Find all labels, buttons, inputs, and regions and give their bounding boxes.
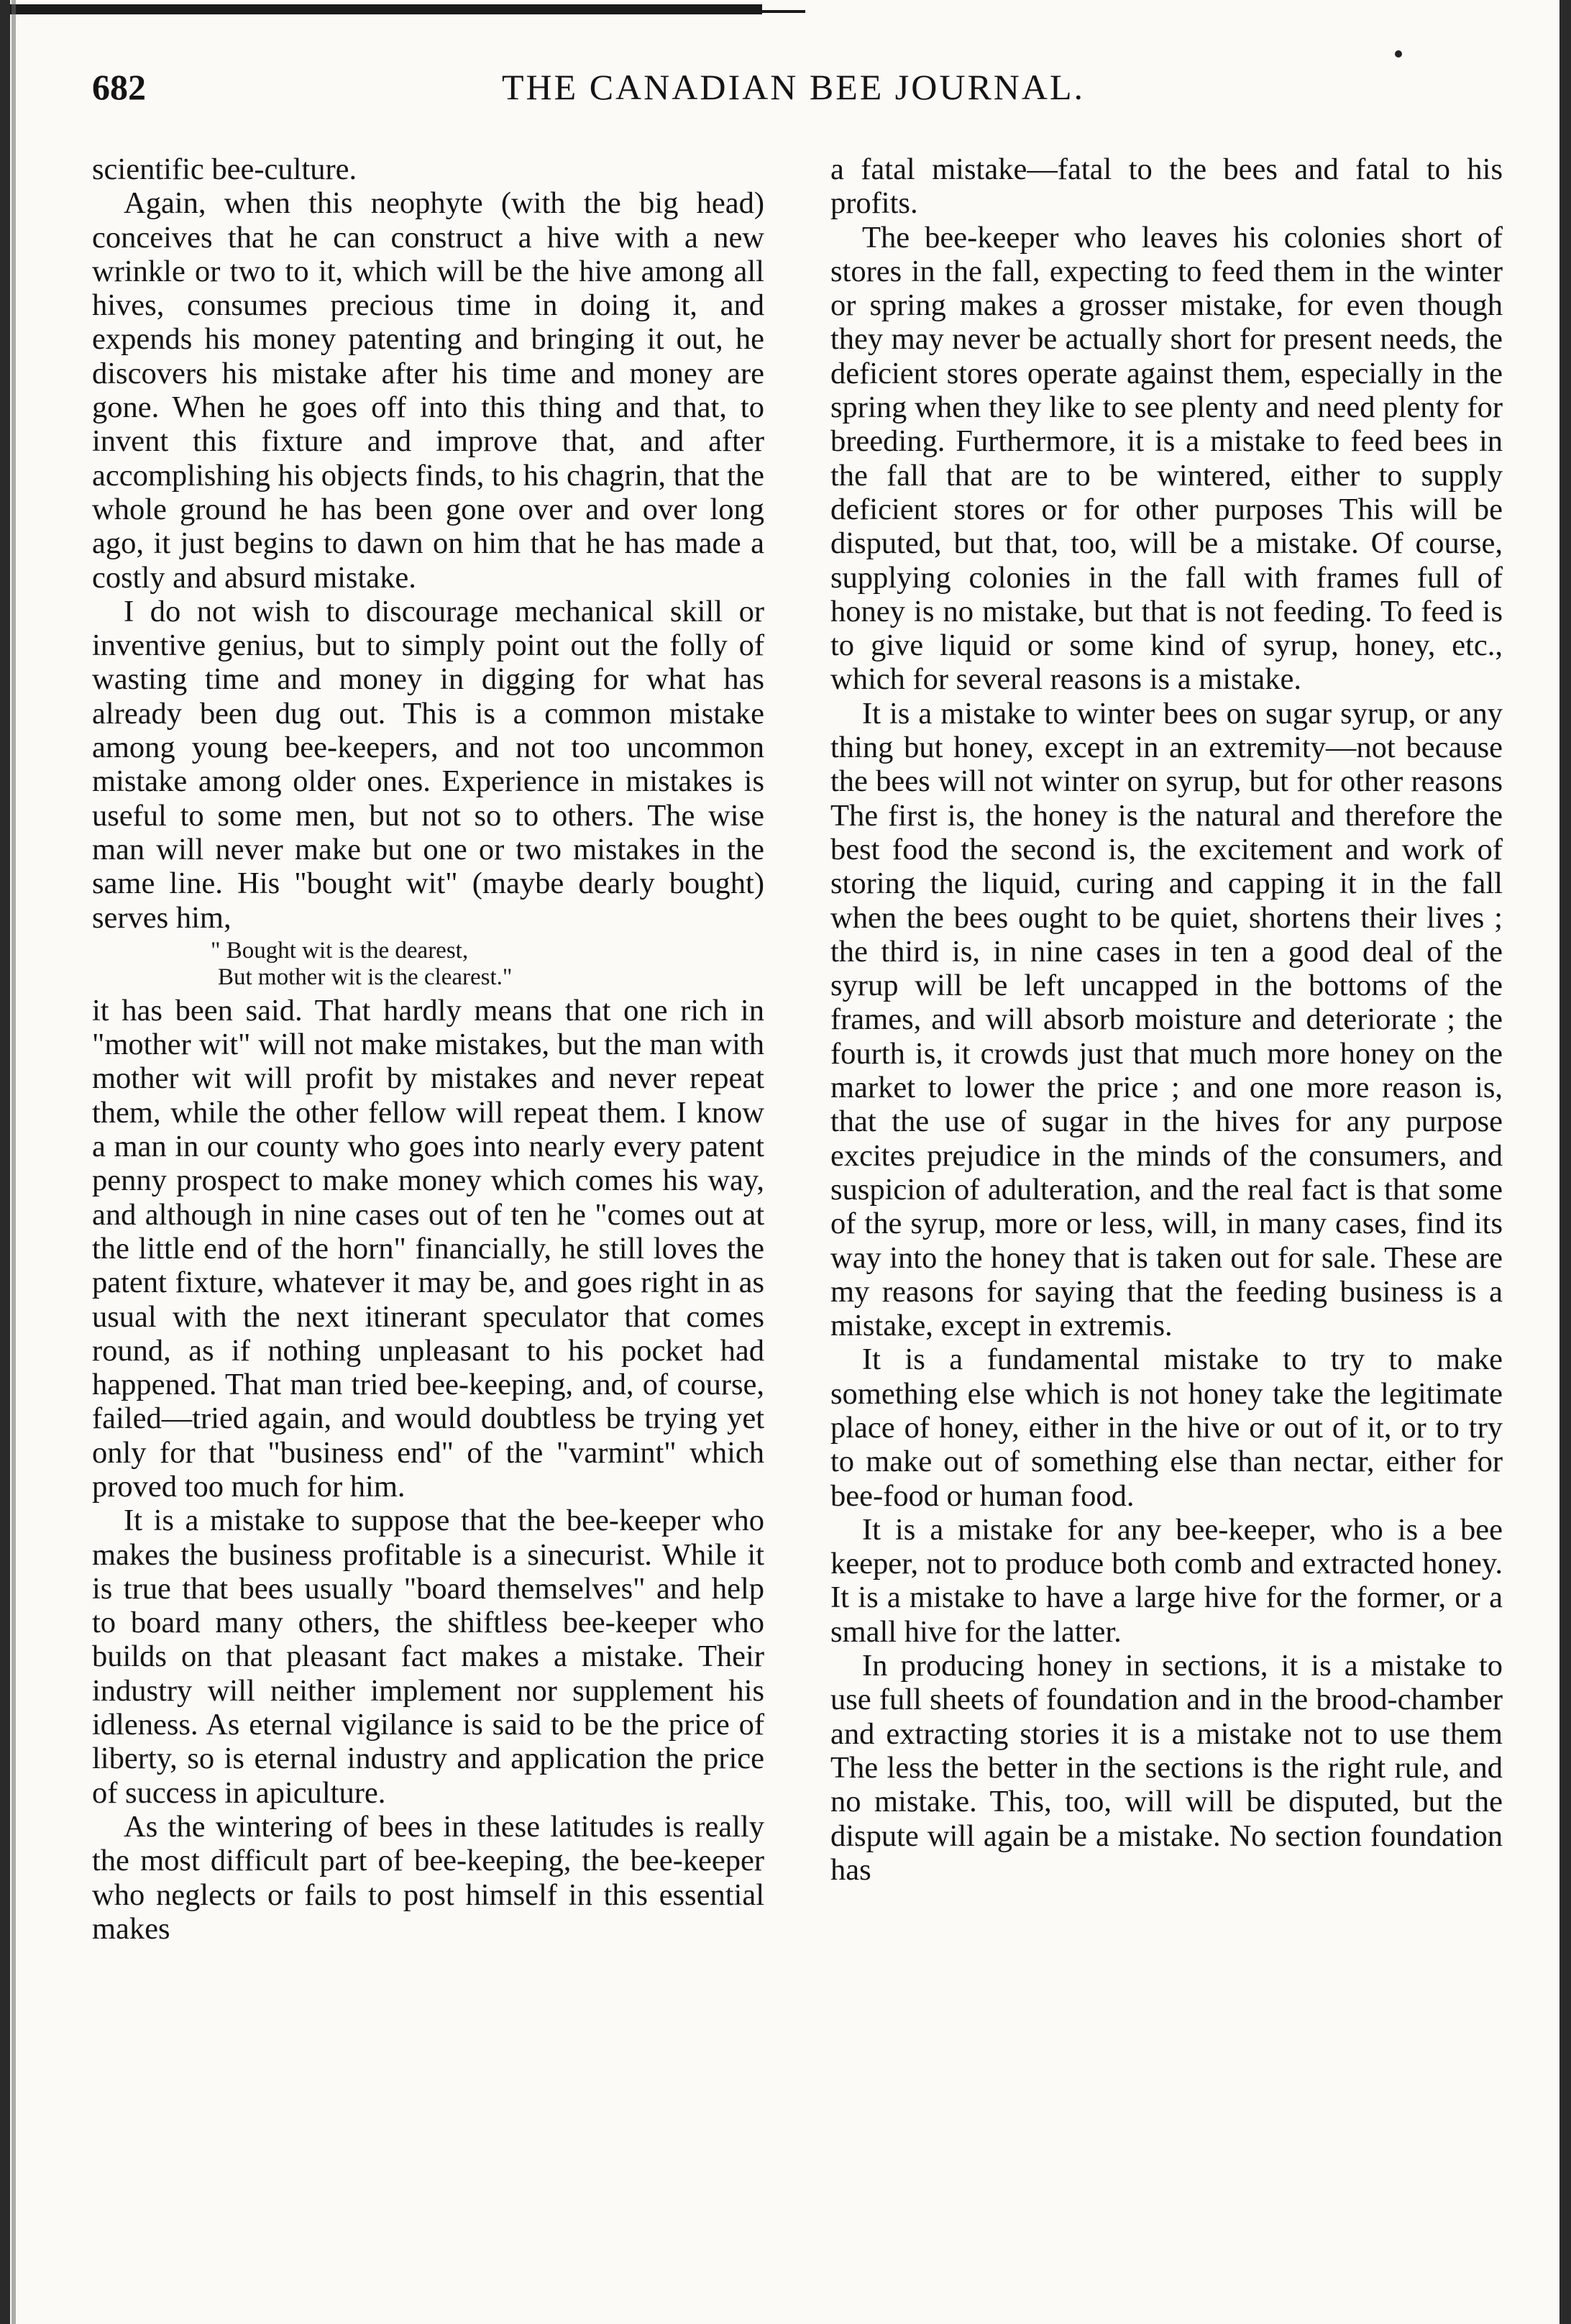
paragraph: The bee-keeper who leaves his colonies short of stores in the fall, expecting to feed them in the winter or spring makes a grosser mistake, for even though they may never be actually short for present needs, the deficient stores operate against them, especially in the spring when they like to see plenty and need plenty for breeding. Furthermore, it is a mistake to feed bees in the fall that are to be wintered, either to supply deficient stores or for other purposes This will be disputed, but that, too, will be a mistake. Of course, supplying colonies in the fall with frames full of honey is no mistake, but that is not feeding. To feed is to give liquid or some kind of syrup, honey, etc., which for several reasons is a mistake. bbox=[830, 220, 1503, 697]
paragraph: scientific bee-culture. bbox=[92, 152, 357, 186]
paragraph: a fatal mistake—fatal to the bees and fatal to his profits. bbox=[830, 152, 1503, 221]
paragraph: In producing honey in sections, it is a mistake to use full sheets of foundation and in the brood-chamber and extracting stories it is a mistake not to use them The less the better in the sections is the right rule, and no mistake. This, too, will will be disputed, but the dispute will again be a mistake. No section foundation has bbox=[830, 1649, 1503, 1887]
paragraph: Again, when this neophyte (with the big head) conceives that he can construct a hive with a new wrinkle or two to it, which will be the hive among all hives, consumes precious time in doing it, and expends his money patenting and bringing it out, he discovers his mistake after his time and money are gone. When he goes off into this thing and that, to invent this fixture and improve that, and after accomplishing his objects finds, to his chagrin, that the whole ground he has been gone over and over long ago, it just begins to dawn on him that he has made a costly and absurd mistake. bbox=[92, 186, 764, 595]
paragraph: I do not wish to discourage mechanical skill or inventive genius, but to simply point out the folly of wasting time and money in digging for what has already been dug out. This is a common mistake among young bee-keepers, and not too uncommon mistake among older ones. Experience in mistakes is useful to some men, but not so to others. The wise man will never make but one or two mistakes in the same line. His "bought wit" (maybe dearly bought) serves him, bbox=[92, 594, 764, 935]
verse-line: " Bought wit is the dearest, bbox=[211, 937, 469, 964]
right-page-edge bbox=[1559, 0, 1571, 2324]
verse-line: But mother wit is the clearest." bbox=[218, 964, 513, 990]
top-rule-tail bbox=[762, 10, 805, 13]
quoted-verse bbox=[92, 938, 764, 991]
paragraph: It is a mistake for any bee-keeper, who is a bee keeper, not to produce both comb and extracted honey. It is a mistake to have a large hive for the former, or a small hive for the latter. bbox=[830, 1512, 1503, 1649]
paragraph: As the wintering of bees in these latitudes is really the most difficult part of bee-keeping, the bee-keeper who neglects or fails to post himself in this essential makes bbox=[92, 1809, 764, 1946]
ink-speck bbox=[1395, 50, 1402, 58]
paragraph: It is a mistake to winter bees on sugar syrup, or any thing but honey, except in an extremity—not because the bees will not winter on syrup, but for other reasons The first is, the honey is the natural and therefore the best food the second is, the excitement and work of storing the liquid, curing and capping it in the fall when the bees ought to be quiet, shortens their lives ; the third is, in nine cases in ten a good deal of the syrup will be left uncapped in the bottoms of the frames, and will absorb moisture and deteriorate ; the fourth is, it crowds just that much more honey on the market to lower the price ; and one more reason is, that the use of sugar in the hives for any purpose excites prejudice in the minds of the consumers, and suspicion of adulteration, and the real fact is that some of the syrup, more or less, will, in many cases, find its way into the honey that is taken out for sale. These are my reasons for saying that the feeding business is a mistake, except in extremis. bbox=[830, 696, 1503, 1343]
paragraph: It is a mistake to suppose that the bee-keeper who makes the business profitable is a sinecurist. While it is true that bees usually "board themselves" and help to board many others, the shiftless bee-keeper who builds on that pleasant fact makes a mistake. Their industry will neither implement nor supplement his idleness. As eternal vigilance is said to be the price of liberty, so is eternal industry and application the price of success in apiculture. bbox=[92, 1504, 764, 1810]
top-rule bbox=[0, 4, 762, 14]
page-number: 682 bbox=[92, 67, 146, 107]
journal-title: THE CANADIAN BEE JOURNAL. bbox=[502, 67, 1086, 107]
left-column bbox=[92, 152, 764, 2295]
left-page-edge bbox=[0, 0, 10, 2324]
paragraph: It is a fundamental mistake to try to make something else which is not honey take the legitimate place of honey, either in the hive or out of it, or to try to make out of something else than nectar, either for bee-food or human food. bbox=[830, 1342, 1503, 1513]
right-column bbox=[830, 152, 1503, 2295]
page-header bbox=[92, 66, 1501, 124]
left-page-shadow bbox=[12, 0, 16, 2324]
paragraph: it has been said. That hardly means that one rich in "mother wit" will not make mistakes, but the man with mother wit will profit by mistakes and never repeat them, while the other fellow will repeat them. I know a man in our county who goes into nearly every patent penny prospect to make money which comes his way, and although in nine cases out of ten he "comes out at the little end of the horn" financially, he still loves the patent fixture, whatever it may be, and goes right in as usual with the next itinerant speculator that comes round, as if nothing unpleasant to his pocket had happened. That man tried bee-keeping, and, of course, failed—tried again, and would doubtless be trying yet only for that "business end" of the "varmint" which proved too much for him. bbox=[92, 993, 764, 1504]
